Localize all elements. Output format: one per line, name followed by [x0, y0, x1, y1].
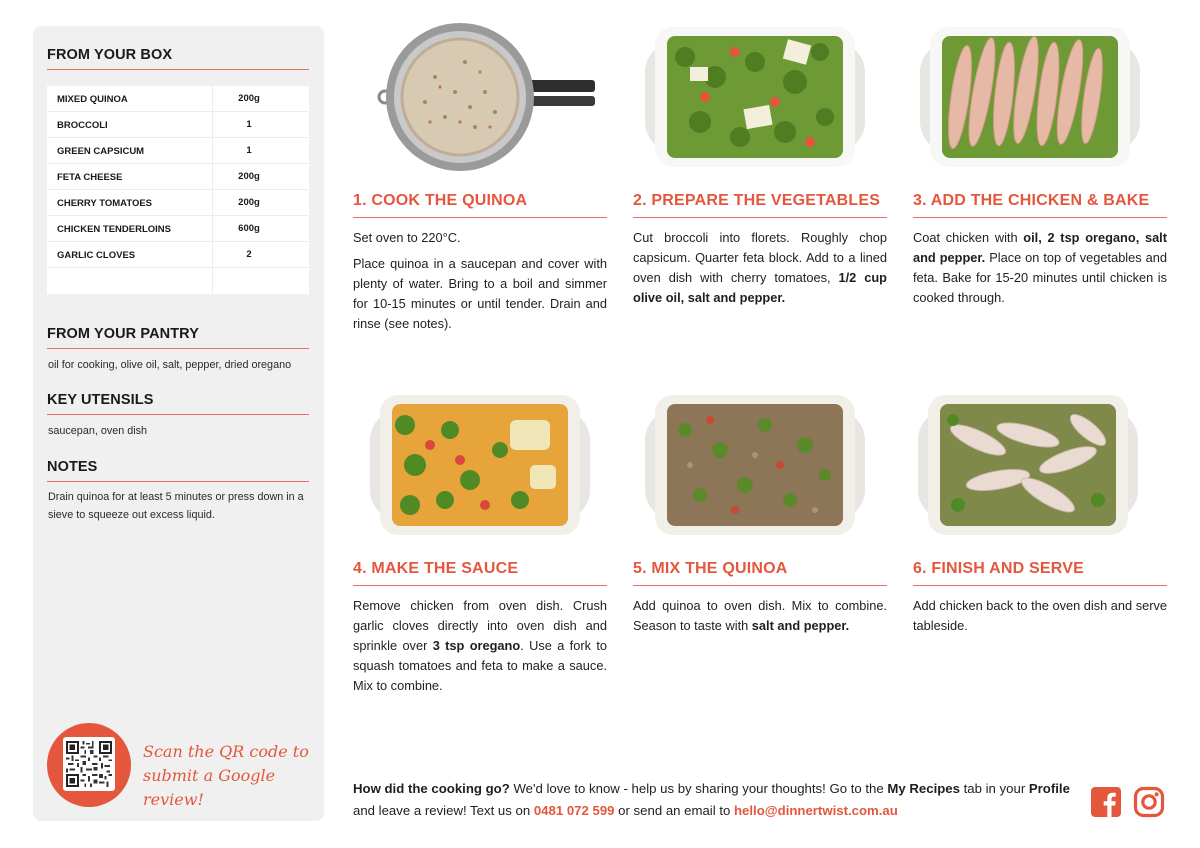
qr-caption-line1: Scan the QR code to: [143, 742, 309, 761]
ingredient-row: [47, 112, 309, 138]
step-6-body: [913, 596, 1167, 642]
step-6-title: 6. FINISH AND SERVE: [913, 560, 1167, 586]
ingredient-qty: 600g: [238, 223, 260, 234]
facebook-icon[interactable]: [1090, 786, 1122, 818]
footer-text: and leave a review! Text us on: [353, 803, 534, 818]
step-2-title: 2. PREPARE THE VEGETABLES: [633, 192, 887, 218]
ingredient-row: [47, 216, 309, 242]
ingredient-name: CHICKEN TENDERLOINS: [57, 224, 172, 235]
ingredient-row: [47, 138, 309, 164]
step-paragraph: [353, 254, 607, 334]
step-paragraph: [633, 596, 887, 636]
footer-text: tab in your: [959, 781, 1029, 796]
step-6-photo: [918, 390, 1138, 540]
step-1-title: 1. COOK THE QUINOA: [353, 192, 607, 218]
step-1-photo: [375, 22, 595, 172]
step-3-photo: [920, 22, 1140, 172]
step-text: Coat chicken with: [913, 230, 1024, 245]
step-5-photo: [645, 390, 865, 540]
ingredient-name: GARLIC CLOVES: [57, 250, 136, 261]
footer-text: Profile: [1028, 781, 1070, 796]
step-paragraph: [913, 228, 1167, 308]
ingredient-row: [47, 86, 309, 112]
step-text: Place quinoa in a saucepan and cover with plenty of water. Bring to a boil and simmer for 10-15 minutes or until tender. Drain and rinse (see notes).: [353, 256, 607, 331]
sidebar-panel: [33, 26, 324, 821]
ingredient-row: [47, 190, 309, 216]
ingredient-qty: 200g: [238, 171, 260, 182]
notes-heading: NOTES: [47, 459, 309, 482]
notes-text: Drain quinoa for at least 5 minutes or press down in a sieve to squeeze out excess liquid.: [48, 491, 304, 521]
step-text: oil, 2 tsp oregano, salt and pepper.: [913, 230, 1167, 265]
footer-text: or send an email to: [614, 803, 734, 818]
ingredient-qty: 2: [246, 249, 252, 260]
ingredient-row-empty: [47, 268, 309, 294]
ingredient-name: FETA CHEESE: [57, 172, 123, 183]
from-your-box-heading: FROM YOUR BOX: [47, 47, 309, 70]
step-text: Set oven to 220°C.: [353, 230, 461, 245]
footer-text: How did the cooking go?: [353, 781, 510, 796]
step-3-title: 3. ADD THE CHICKEN & BAKE: [913, 192, 1167, 218]
step-text: Add quinoa to oven dish. Mix to combine. Season to taste with: [633, 598, 887, 633]
feedback-footer: [353, 778, 1073, 822]
step-text: Add chicken back to the oven dish and serve tableside.: [913, 598, 1167, 633]
ingredient-qty: 200g: [238, 93, 260, 104]
step-4-photo: [370, 390, 590, 540]
step-1-body: [353, 228, 607, 340]
ingredient-row: [47, 242, 309, 268]
step-text: Place on top of vegetables and feta. Bake for 15-20 minutes until chicken is cooked through.: [913, 250, 1167, 305]
ingredient-qty: 200g: [238, 197, 260, 208]
step-text: Remove chicken from oven dish. Crush garlic cloves directly into oven dish and sprinkle over: [353, 598, 607, 653]
step-paragraph: [913, 596, 1167, 636]
step-2-body: [633, 228, 887, 314]
step-4-title: 4. MAKE THE SAUCE: [353, 560, 607, 586]
footer-link[interactable]: hello@dinnertwist.com.au: [734, 803, 898, 818]
footer-text: We'd love to know - help us by sharing your thoughts! Go to the: [509, 781, 888, 796]
qr-caption: [143, 740, 313, 812]
ingredient-name: CHERRY TOMATOES: [57, 198, 153, 209]
step-text: . Use a fork to squash tomatoes and feta to make a sauce. Mix to combine.: [353, 638, 608, 693]
utensils-text: saucepan, oven dish: [48, 425, 148, 437]
ingredient-name: BROCCOLI: [57, 120, 108, 131]
pantry-text: oil for cooking, olive oil, salt, pepper, dried oregano: [48, 359, 292, 371]
footer-link[interactable]: 0481 072 599: [533, 803, 615, 818]
step-3-body: [913, 228, 1167, 314]
step-text: 1/2 cup olive oil, salt and pepper.: [633, 270, 887, 305]
step-text: salt and pepper.: [751, 618, 850, 633]
step-text: 3 tsp oregano: [432, 638, 521, 653]
instagram-icon[interactable]: [1133, 786, 1165, 818]
ingredient-qty: 1: [246, 145, 252, 156]
ingredient-name: MIXED QUINOA: [57, 94, 128, 105]
qr-code-icon[interactable]: [63, 737, 115, 791]
key-utensils-heading: KEY UTENSILS: [47, 392, 309, 415]
step-paragraph: [353, 596, 607, 696]
step-2-photo: [645, 22, 865, 172]
qr-caption-line2: submit a Google review!: [143, 766, 276, 809]
qr-badge[interactable]: [47, 723, 131, 807]
step-4-body: [353, 596, 607, 702]
step-5-title: 5. MIX THE QUINOA: [633, 560, 887, 586]
ingredient-table: [47, 86, 309, 294]
ingredient-row: [47, 164, 309, 190]
ingredient-qty: 1: [246, 119, 252, 130]
from-your-pantry-heading: FROM YOUR PANTRY: [47, 326, 309, 349]
step-paragraph: [633, 228, 887, 308]
footer-text: My Recipes: [887, 781, 960, 796]
step-5-body: [633, 596, 887, 642]
step-paragraph: [353, 228, 607, 248]
ingredient-name: GREEN CAPSICUM: [57, 146, 145, 157]
step-text: Cut broccoli into florets. Roughly chop capsicum. Quarter feta block. Add to a lined oven dish with cherry tomatoes,: [633, 230, 887, 285]
